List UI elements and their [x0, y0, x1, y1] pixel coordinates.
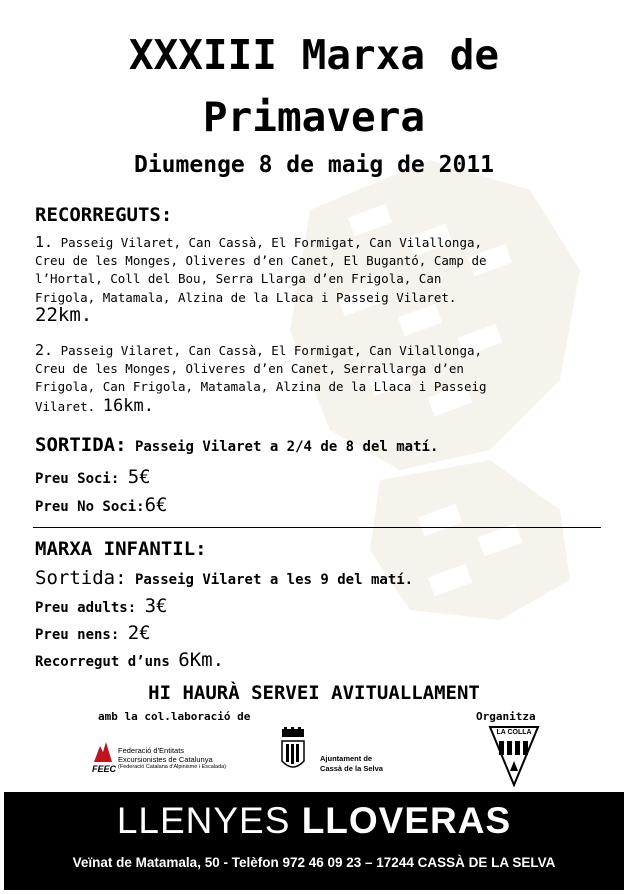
title-line-1: XXXIII Marxa de [128, 31, 500, 79]
title-line-2: Primavera [202, 93, 426, 141]
route-1-km: 22km. [35, 304, 93, 326]
collaboracio-label: amb la col.laboració de [98, 710, 251, 723]
route-2-line: Frigola, Can Frigola, Matamala, Alzina de la Llaca i Passeig [35, 379, 487, 395]
recorregut-infantil-value: 6Km. [178, 649, 225, 671]
sponsor-address: Veïnat de Matamala, 50 - Telèfon 972 46 09 23 – 17244 CASSÀ DE LA SELVA [72, 855, 556, 870]
route-1-line: l’Hortal, Coll del Bou, Serra Llarga d’en Frigola, Can [35, 271, 442, 287]
preu-adults-value: 3€ [144, 595, 168, 617]
route-1-number: 1. [35, 233, 54, 251]
feec-mountain-icon [92, 740, 114, 764]
divider [33, 527, 601, 528]
infantil-sortida-row [35, 567, 413, 589]
avituallament-notice: HI HAURÀ SERVEI AVITUALLAMENT [148, 682, 480, 704]
route-2-line: Passeig Vilaret, Can Cassà, El Formigat, Can Vilallonga, [60, 343, 483, 358]
route-1-distance [35, 304, 92, 326]
route-1 [35, 233, 583, 307]
preu-nosoci-value: 6€ [144, 494, 168, 516]
preu-soci-value: 5€ [127, 466, 151, 488]
ajuntament-logo [280, 727, 390, 779]
feec-name-2: Excursionistes de Catalunya [118, 755, 213, 764]
marxa-infantil-heading: MARXA INFANTIL: [35, 538, 207, 560]
feec-name-1: Federació d'Entitats [118, 746, 185, 755]
recorregut-infantil-row [35, 649, 224, 671]
infantil-sortida-label: Sortida: [35, 567, 127, 589]
recorregut-infantil-label: Recorregut d’uns [35, 654, 170, 670]
ajuntament-line-2: Cassà de la Selva [320, 764, 383, 773]
preu-nosoci-row [35, 494, 167, 516]
route-2-line: Vilaret. [35, 398, 96, 414]
ajuntament-line-1: Ajuntament de [320, 754, 373, 763]
preu-adults-row [35, 595, 167, 617]
route-2-line: Creu de les Monges, Oliveres d’en Canet, Serrallarga d’en [35, 361, 464, 377]
recorreguts-heading: RECORREGUTS: [35, 204, 173, 226]
sortida-row [35, 434, 438, 456]
preu-nens-row [35, 622, 151, 644]
preu-soci-label: Preu Soci: [35, 471, 120, 487]
preu-nens-value: 2€ [127, 622, 151, 644]
sponsor-footer [4, 792, 624, 890]
infantil-sortida-text: Passeig Vilaret a les 9 del matí. [134, 572, 414, 588]
brand-light: LLENYES [116, 800, 291, 841]
preu-nens-label: Preu nens: [35, 627, 120, 643]
feec-acronym: FEEC [92, 764, 117, 774]
preu-nosoci-label: Preu No Soci: [35, 499, 145, 515]
preu-soci-row [35, 466, 151, 488]
organitza-label: Organitza [476, 710, 536, 723]
route-1-line: Passeig Vilaret, Can Cassà, El Formigat, Can Vilallonga, [60, 235, 483, 250]
la-colla-text: LA COLLA [496, 729, 532, 736]
feec-logo [92, 740, 252, 776]
feec-name-3: (Federació Catalana d'Alpinisme i Escalada) [118, 764, 227, 770]
brand-bold: LLOVERAS [301, 800, 512, 841]
event-date: Diumenge 8 de maig de 2011 [133, 152, 495, 178]
route-2-km: 16km. [102, 395, 154, 416]
route-2-number: 2. [35, 341, 54, 359]
route-1-line: Frigola, Matamala, Alzina de la Llaca i Passeig Vilaret. [35, 289, 457, 305]
coat-of-arms-icon [280, 727, 306, 777]
la-colla-logo [488, 725, 540, 787]
preu-adults-label: Preu adults: [35, 600, 137, 616]
sortida-heading: SORTIDA: [35, 434, 127, 456]
route-1-line: Creu de les Monges, Oliveres d’en Canet, El Bugantó, Camp de [35, 253, 487, 269]
sortida-text: Passeig Vilaret a 2/4 de 8 del matí. [134, 439, 439, 455]
route-2 [35, 341, 583, 416]
sponsor-brand [4, 800, 624, 842]
